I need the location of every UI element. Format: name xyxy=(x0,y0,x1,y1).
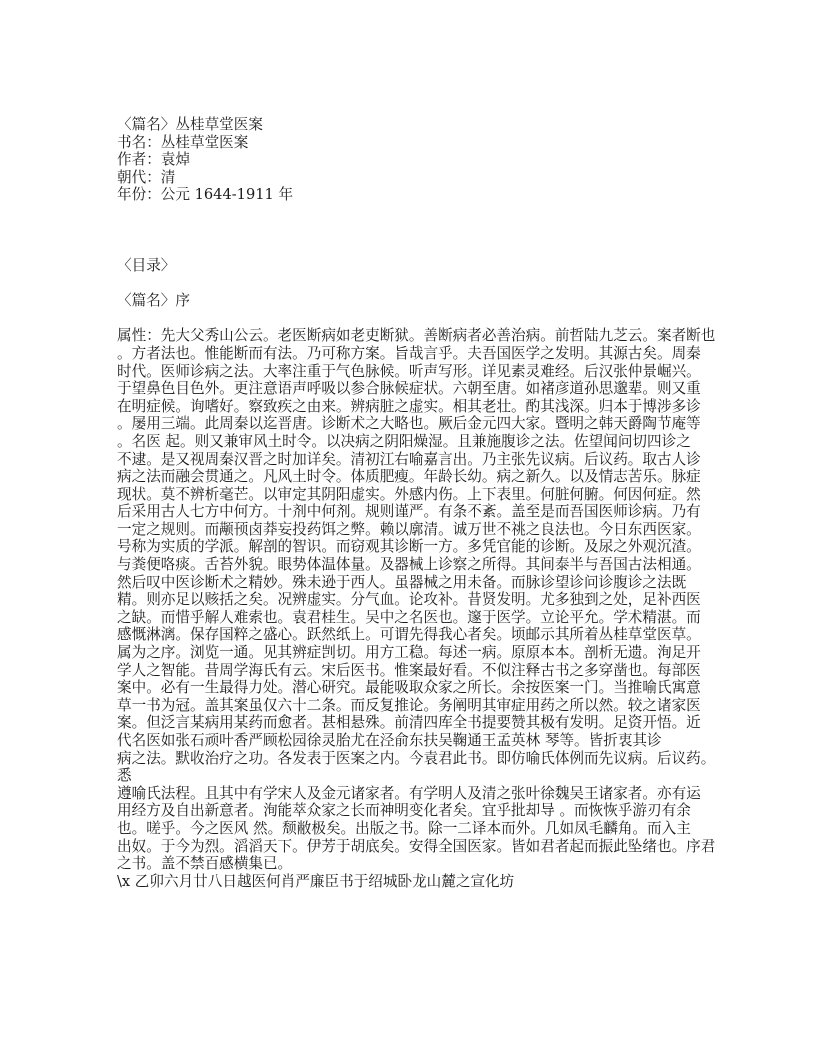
body-line: 用经方及自出新意者。洵能萃众家之长而神明变化者矣。宜乎批却导 。而恢恢乎游刃有余 xyxy=(117,802,691,820)
body-line: 之缺。而惜乎解人难索也。袁君桂生。吴中之名医也。邃于医学。立论平允。学术精湛。而 xyxy=(117,608,701,626)
author: 作者：袁焯 xyxy=(117,151,190,169)
body-line: 案中。必有一生最得力处。潜心研究。最能吸取众家之所长。余按医案一门。当推喻氏寓意 xyxy=(117,679,701,697)
spacer xyxy=(117,310,717,328)
spacer xyxy=(117,275,717,293)
body-line: 在明症候。询嗜好。察致疾之由来。辨病脏之虚实。相其老壮。酌其浅深。归本于博涉多诊 xyxy=(117,397,701,415)
body-line: 。屡用三端。此周秦以迄晋唐。诊断术之大略也。厥后金元四大家。暨明之韩天爵陶节庵等 xyxy=(117,415,701,433)
body-line: 。名医 起。则又兼审风土时令。以决病之阴阳燥湿。且兼施腹诊之法。佐望闻问切四诊之 xyxy=(117,432,691,450)
body-line: 号称为实质的学派。解剖的智识。而窃观其诊断一方。多凭官能的诊断。及尿之外观沉渣。 xyxy=(117,538,701,556)
body-line: 属性：先大父秀山公云。老医断病如老吏断狱。善断病者必善治病。前哲陆九芝云。案者断也 xyxy=(117,327,716,345)
body-line: 时代。医师诊病之法。大率注重于气色脉候。听声写形。详见素灵难经。后汉张仲景崛兴。 xyxy=(117,362,701,380)
toc-label: 〈目录〉 xyxy=(117,256,176,274)
preface-body xyxy=(117,327,717,890)
book-name: 书名：丛桂草堂医案 xyxy=(117,133,249,151)
body-line: 与粪便咯痰。舌苔外貌。眼势体温体量。及器械上诊察之所得。其间泰半与吾国古法相通。 xyxy=(117,556,701,574)
section-title: 〈篇名〉序 xyxy=(117,292,190,310)
body-line: 于望鼻色目色外。更注意语声呼吸以参合脉候症状。六朝至唐。如褚彦道孙思邈辈。则又重 xyxy=(117,380,701,398)
document-page xyxy=(117,116,717,890)
dynasty: 朝代：清 xyxy=(117,168,176,186)
body-line: 之书。盖不禁百感横集已。 xyxy=(117,855,293,873)
body-line: 然后叹中医诊断术之精妙。殊未逊于西人。虽器械之用未备。而脉诊望诊问诊腹诊之法既 xyxy=(117,573,687,591)
body-line: 现状。莫不辨析毫芒。以审定其阴阳虚实。外感内伤。上下表里。何脏何腑。何因何症。然 xyxy=(117,485,701,503)
body-line: 感慨淋漓。保存国粹之盛心。跃然纸上。可谓先得我心者矣。顷邮示其所着丛桂草堂医草。 xyxy=(117,626,701,644)
body-line: 精。则亦足以赅括之矣。况辨虚实。分气血。论攻补。昔贤发明。尤多独到之处，足补西医 xyxy=(117,591,701,609)
title-tag: 〈篇名〉丛桂草堂医案 xyxy=(117,116,263,133)
body-line: 。方者法也。惟能断而有法。乃可称方案。旨哉言乎。夫吾国医学之发明。其源古矣。周秦 xyxy=(117,344,701,362)
body-line: 学人之智能。昔周学海氏有云。宋后医书。惟案最好看。不似注释古书之多穿凿也。每部医 xyxy=(117,661,701,679)
body-line: 一定之规则。而颟顸卤莽妄投药饵之弊。赖以廓清。诚万世不祧之良法也。今日东西医家。 xyxy=(117,520,701,538)
body-line: 属为之序。浏览一通。见其辨症剀切。用方工稳。每述一病。原原本本。剖析无遗。洵足开 xyxy=(117,644,701,662)
signature-line: \x 乙卯六月廿八日越医何肖严廉臣书于绍城卧龙山麓之宣化坊 xyxy=(117,872,515,890)
body-line: 病之法而融会贯通之。凡风土时令。体质肥瘦。年龄长幼。病之新久。以及情志苦乐。脉症 xyxy=(117,468,701,486)
body-line: 悉 xyxy=(117,767,132,785)
body-line: 草一书为冠。盖其案虽仅六十二条。而反复推论。务阐明其审症用药之所以然。较之诸家医 xyxy=(117,696,701,714)
body-line: 也。嗟乎。今之医风 然。颓敝极矣。出版之书。除一二译本而外。几如凤毛麟角。而入主 xyxy=(117,819,691,837)
body-line: 遵喻氏法程。且其中有学宋人及金元诸家者。有学明人及清之张叶徐魏吴王诸家者。亦有运 xyxy=(117,784,701,802)
years: 年份：公元 1644-1911 年 xyxy=(117,186,294,204)
body-line: 案。但泛言某病用某药而愈者。甚相悬殊。前清四库全书提要赞其极有发明。足资开悟。近 xyxy=(117,714,701,732)
body-line: 病之法。默收治疗之功。各发表于医案之内。今袁君此书。即仿喻氏体例而先议病。后议药。 xyxy=(117,749,716,767)
body-line: 不逮。是又视周秦汉晋之时加详矣。清初江右喻嘉言出。乃主张先议病。后议药。取古人诊 xyxy=(117,450,701,468)
body-line: 代名医如张石顽叶香严顾松园徐灵胎尤在泾俞东扶吴鞠通王孟英林 琴等。皆折衷其诊 xyxy=(117,732,662,749)
body-line: 出奴。于今为烈。滔滔天下。伊芳于胡底矣。安得全国医家。皆如君者起而振此坠绪也。序君 xyxy=(117,837,716,855)
body-line: 后采用古人七方中何方。十剂中何剂。规则谨严。有条不紊。盖至是而吾国医师诊病。乃有 xyxy=(117,503,701,521)
spacer xyxy=(117,204,717,257)
